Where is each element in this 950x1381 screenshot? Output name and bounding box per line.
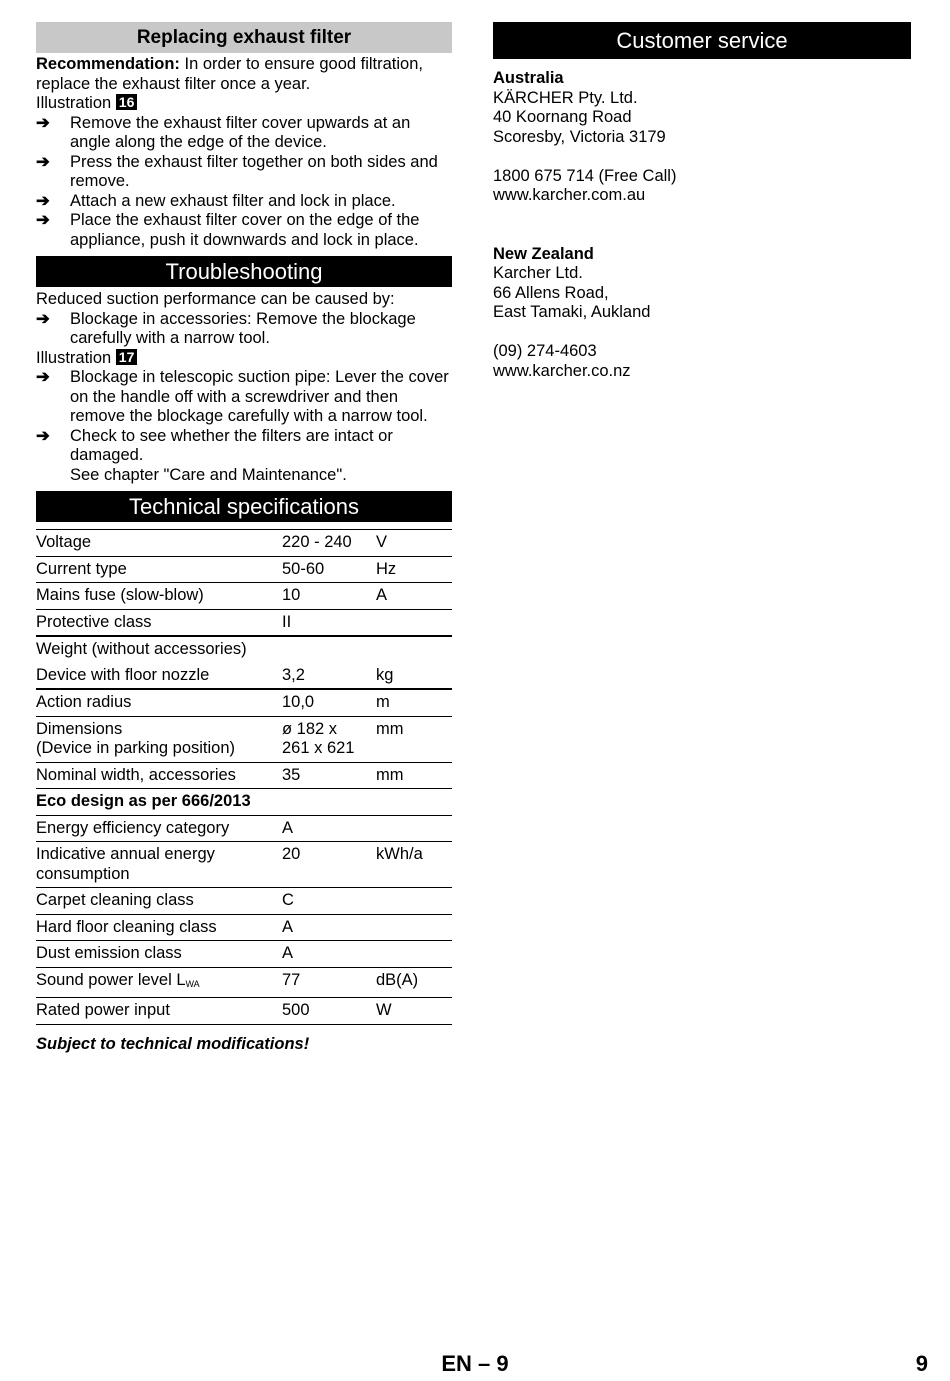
phone-number: 1800 675 714 (Free Call) xyxy=(493,166,677,185)
arrow-icon: ➔ xyxy=(36,191,50,210)
step-text: Place the exhaust filter cover on the edge of the appliance, push it downwards and lock in place. xyxy=(70,211,420,249)
spec-value: 20 xyxy=(282,842,376,888)
spec-unit: V xyxy=(376,530,452,557)
spec-value: 10,0 xyxy=(282,689,376,716)
spec-label-line: Dimensions xyxy=(36,719,123,738)
illustration-number-badge: 17 xyxy=(116,349,138,365)
illustration-label: Illustration xyxy=(36,94,116,112)
spec-unit xyxy=(376,815,452,842)
arrow-icon: ➔ xyxy=(36,152,50,171)
spec-unit xyxy=(376,888,452,915)
city-address: East Tamaki, Aukland xyxy=(493,303,651,321)
illustration-ref-16 xyxy=(36,94,452,114)
exhaust-filter-heading: Replacing exhaust filter xyxy=(36,22,452,53)
step-extra-text: See chapter "Care and Maintenance". xyxy=(70,465,347,484)
exhaust-step xyxy=(36,192,452,212)
spec-unit xyxy=(376,609,452,636)
spec-value-line: ø 182 x xyxy=(282,719,338,738)
troubleshooting-step xyxy=(36,310,452,349)
illustration-label: Illustration xyxy=(36,348,116,367)
arrow-icon: ➔ xyxy=(36,113,50,132)
company-name: Karcher Ltd. xyxy=(493,264,583,282)
arrow-icon: ➔ xyxy=(36,309,50,328)
spec-label xyxy=(36,967,282,998)
spec-unit: m xyxy=(376,689,452,716)
spec-unit: kg xyxy=(376,663,452,690)
arrow-icon: ➔ xyxy=(36,426,50,445)
spec-value: 10 xyxy=(282,583,376,610)
spec-label: Carpet cleaning class xyxy=(36,888,282,915)
customer-service-heading: Customer service xyxy=(493,22,911,59)
troubleshooting-step xyxy=(36,427,452,486)
spec-value xyxy=(282,636,376,663)
table-row xyxy=(36,762,452,789)
street-address: 40 Koornang Road xyxy=(493,108,632,126)
street-address: 66 Allens Road, xyxy=(493,283,609,302)
spec-label: Rated power input xyxy=(36,998,282,1025)
spec-value: 77 xyxy=(282,967,376,998)
country-label: New Zealand xyxy=(493,244,594,263)
address-australia xyxy=(493,69,911,206)
left-column xyxy=(36,20,452,1054)
website-link[interactable]: www.karcher.com.au xyxy=(493,186,646,204)
spec-value-line: 261 x 621 xyxy=(282,739,355,757)
table-row xyxy=(36,914,452,941)
specs-table xyxy=(36,529,452,1025)
table-row xyxy=(36,609,452,636)
spec-label: Weight (without accessories) xyxy=(36,640,247,658)
spec-value xyxy=(282,716,376,762)
spec-unit: dB(A) xyxy=(376,967,452,998)
table-row xyxy=(36,888,452,915)
spec-label: Dust emission class xyxy=(36,941,282,968)
company-name: KÄRCHER Pty. Ltd. xyxy=(493,88,638,107)
spec-value: 35 xyxy=(282,762,376,789)
troubleshooting-heading: Troubleshooting xyxy=(36,256,452,287)
recommendation-label: Recommendation: xyxy=(36,55,180,73)
table-row xyxy=(36,815,452,842)
recommendation-text: In order to ensure good filtration, replace the exhaust filter once a year. xyxy=(36,55,423,93)
spec-value: C xyxy=(282,888,376,915)
website-link[interactable]: www.karcher.co.nz xyxy=(493,361,631,380)
page-label: EN – 9 xyxy=(441,1351,509,1376)
troubleshooting-step xyxy=(36,368,452,427)
arrow-icon: ➔ xyxy=(36,211,50,229)
table-row xyxy=(36,663,452,690)
country-label: Australia xyxy=(493,69,564,87)
spec-value: A xyxy=(282,914,376,941)
spec-label-line: Indicative annual energy xyxy=(36,845,215,863)
spec-unit xyxy=(376,914,452,941)
step-text: Remove the exhaust filter cover upwards at an angle along the edge of the device. xyxy=(70,113,411,151)
spec-unit: mm xyxy=(376,762,452,789)
technical-modifications-note: Subject to technical modifications! xyxy=(36,1034,310,1053)
spec-value: 50-60 xyxy=(282,556,376,583)
spec-label: Device with floor nozzle xyxy=(36,663,282,690)
spec-label: Energy efficiency category xyxy=(36,815,282,842)
table-row xyxy=(36,998,452,1025)
spec-value: 500 xyxy=(282,998,376,1025)
spec-label-line: consumption xyxy=(36,864,130,883)
page-number: 9 xyxy=(915,1351,928,1376)
spec-label-text: Sound power level L xyxy=(36,970,186,989)
arrow-icon: ➔ xyxy=(36,368,50,386)
spec-label-subscript: WA xyxy=(185,978,200,989)
table-row xyxy=(36,842,452,888)
table-row xyxy=(36,716,452,762)
address-new-zealand xyxy=(493,245,911,382)
table-row xyxy=(36,583,452,610)
table-row xyxy=(36,530,452,557)
spec-unit xyxy=(376,941,452,968)
spec-section-label: Eco design as per 666/2013 xyxy=(36,789,452,816)
spec-unit: mm xyxy=(376,716,452,762)
table-row xyxy=(36,636,452,663)
right-column xyxy=(493,20,911,381)
step-text: Blockage in accessories: Remove the blockage carefully with a narrow tool. xyxy=(70,309,416,347)
step-text: Blockage in telescopic suction pipe: Lever the cover on the handle off with a screwdriver and then remove the blockage carefully with a narrow tool. xyxy=(70,368,449,425)
spec-unit: kWh/a xyxy=(376,842,452,888)
city-address: Scoresby, Victoria 3179 xyxy=(493,127,666,146)
spec-value: II xyxy=(282,609,376,636)
illustration-number-badge: 16 xyxy=(116,94,138,110)
table-row xyxy=(36,967,452,998)
step-text: Check to see whether the filters are intact or damaged. xyxy=(70,426,393,464)
spec-value: 220 - 240 xyxy=(282,530,376,557)
spec-label: Nominal width, accessories xyxy=(36,762,282,789)
spec-label: Protective class xyxy=(36,609,282,636)
exhaust-step xyxy=(36,114,452,153)
spec-value: A xyxy=(282,941,376,968)
spec-unit: Hz xyxy=(376,556,452,583)
exhaust-step xyxy=(36,153,452,192)
spec-label: Voltage xyxy=(36,530,282,557)
table-row xyxy=(36,689,452,716)
spec-label: Current type xyxy=(36,556,282,583)
illustration-ref-17 xyxy=(36,349,452,369)
table-row xyxy=(36,941,452,968)
phone-number: (09) 274-4603 xyxy=(493,342,597,360)
spec-value: A xyxy=(282,815,376,842)
spec-label: Mains fuse (slow-blow) xyxy=(36,583,282,610)
exhaust-step xyxy=(36,211,452,250)
step-text: Attach a new exhaust filter and lock in place. xyxy=(70,191,396,210)
spec-label: Hard floor cleaning class xyxy=(36,914,282,941)
spec-label: Action radius xyxy=(36,689,282,716)
table-row xyxy=(36,556,452,583)
spec-unit: W xyxy=(376,998,452,1025)
spec-label xyxy=(36,716,282,762)
spec-label xyxy=(36,842,282,888)
recommendation-paragraph xyxy=(36,55,452,94)
table-row xyxy=(36,789,452,816)
spec-value: 3,2 xyxy=(282,663,376,690)
technical-specifications-heading: Technical specifications xyxy=(36,491,452,522)
spec-unit xyxy=(376,636,452,663)
step-text: Press the exhaust filter together on both sides and remove. xyxy=(70,152,438,190)
spec-label-line: (Device in parking position) xyxy=(36,739,236,757)
troubleshooting-intro: Reduced suction performance can be caused by: xyxy=(36,290,395,308)
spec-unit: A xyxy=(376,583,452,610)
